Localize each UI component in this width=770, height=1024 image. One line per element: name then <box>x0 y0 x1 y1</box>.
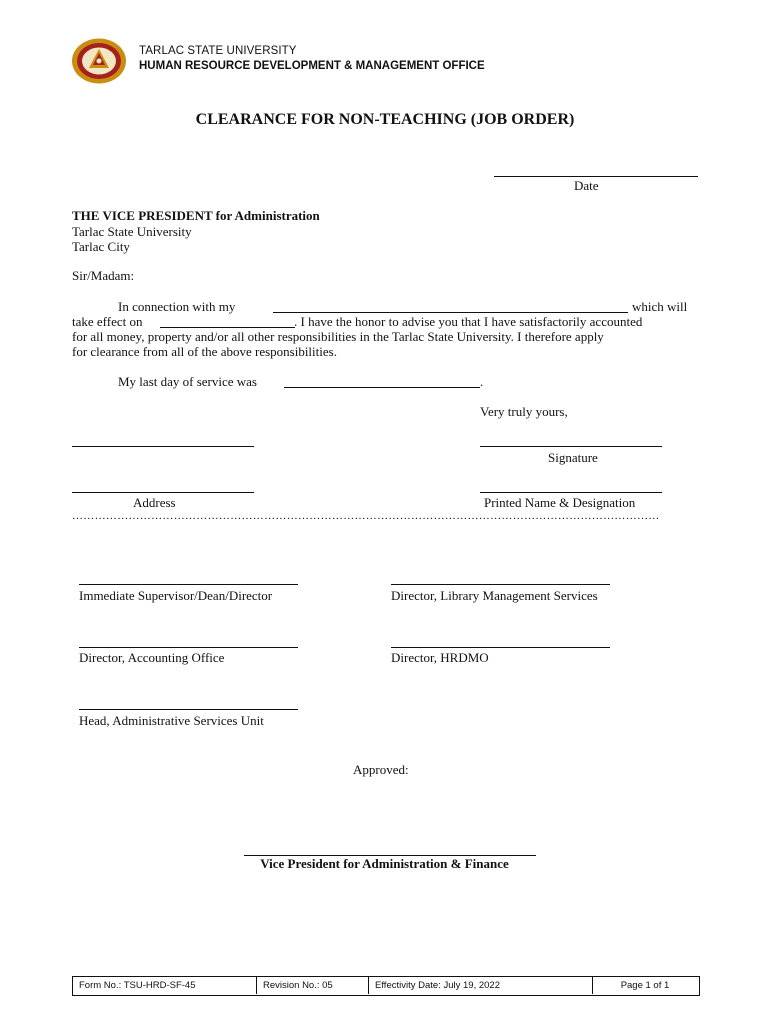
university-seal-logo <box>71 38 127 84</box>
signatory-library: Director, Library Management Services <box>391 588 598 603</box>
body-p1-start: In connection with my <box>118 299 236 314</box>
printed-name-label: Printed Name & Designation <box>484 495 636 510</box>
form-footer-table <box>72 976 700 996</box>
signatory-line-5[interactable] <box>79 709 298 710</box>
body-p1-line4: for clearance from all of the above responsibilities. <box>72 344 337 359</box>
left-blank-line[interactable] <box>72 446 254 447</box>
dotted-separator: ………………………………………………………………………………………………………………………………………… <box>72 510 660 522</box>
printed-name-line[interactable] <box>480 492 662 493</box>
body-p1-which: which will <box>632 299 688 314</box>
signatory-hrdmo: Director, HRDMO <box>391 650 489 665</box>
closing: Very truly yours, <box>480 404 568 419</box>
addressee-city: Tarlac City <box>72 239 130 254</box>
effect-date-field-line[interactable] <box>160 327 295 328</box>
address-line[interactable] <box>72 492 254 493</box>
signatory-admin-services: Head, Administrative Services Unit <box>79 713 264 728</box>
signatory-supervisor: Immediate Supervisor/Dean/Director <box>79 588 273 603</box>
university-name: TARLAC STATE UNIVERSITY <box>139 45 297 57</box>
footer-form-no: Form No.: TSU-HRD-SF-45 <box>73 977 257 994</box>
addressee-title: THE VICE PRESIDENT for Administration <box>72 208 320 223</box>
date-label: Date <box>574 178 599 193</box>
body-p2-start: My last day of service was <box>118 374 257 389</box>
body-p1-take: take effect on <box>72 314 143 329</box>
addressee-block <box>72 208 320 255</box>
last-day-field-line[interactable] <box>284 387 480 388</box>
signatory-line-3[interactable] <box>79 647 298 648</box>
salutation: Sir/Madam: <box>72 268 135 283</box>
address-label: Address <box>133 495 176 510</box>
signatory-accounting: Director, Accounting Office <box>79 650 225 665</box>
approved-label: Approved: <box>353 762 409 777</box>
footer-revision: Revision No.: 05 <box>257 977 369 994</box>
office-name: HUMAN RESOURCE DEVELOPMENT & MANAGEMENT OFFICE <box>139 60 485 72</box>
page-title: CLEARANCE FOR NON-TEACHING (JOB ORDER) <box>195 111 575 128</box>
body-p1-rest: . I have the honor to advise you that I have satisfactorily accounted <box>294 314 643 329</box>
date-field-line[interactable] <box>494 176 698 177</box>
position-field-line[interactable] <box>273 312 628 313</box>
footer-page: Page 1 of 1 <box>620 980 670 991</box>
body-p2-end: . <box>480 374 484 389</box>
approver-title: Vice President for Administration & Finance <box>260 856 509 871</box>
addressee-university: Tarlac State University <box>72 223 192 239</box>
signature-line[interactable] <box>480 446 662 447</box>
body-p1-line3: for all money, property and/or all other responsibilities in the Tarlac State University. I therefore apply <box>72 329 604 344</box>
footer-effectivity: Effectivity Date: July 19, 2022 <box>369 977 593 994</box>
signatory-line-2[interactable] <box>391 584 610 585</box>
signature-label: Signature <box>548 450 598 465</box>
signatory-line-4[interactable] <box>391 647 610 648</box>
signatory-line-1[interactable] <box>79 584 298 585</box>
